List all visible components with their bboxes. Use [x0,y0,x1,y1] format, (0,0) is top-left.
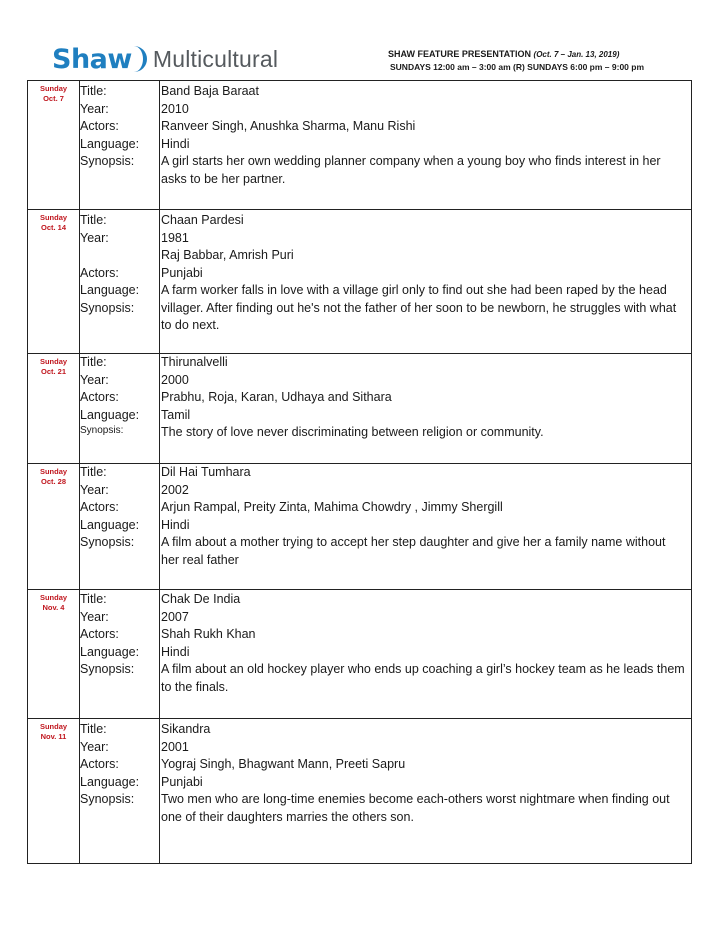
movie-title: Chak De India [161,592,241,606]
year-label: Year: [80,372,109,387]
movie-title: Band Baja Baraat [161,84,259,98]
synopsis-label: Synopsis: [80,535,135,549]
schedule-table [27,80,692,864]
movie-title: Thirunalvelli [161,355,228,369]
schedule-entry [28,210,691,354]
movie-year: 2001 [161,739,189,754]
language-label: Language: [80,644,140,659]
presentation-dates: (Oct. 7 – Jan. 13, 2019) [533,50,620,59]
logo-swoosh-icon [133,46,147,72]
year-label: Year: [80,101,109,116]
entry-date: Sunday Oct. 28 [39,467,68,486]
movie-actors: Prabhu, Roja, Karan, Udhaya and Sithara [161,390,392,404]
broadcast-times: SUNDAYS 12:00 am – 3:00 am (R) SUNDAYS 6:00 pm – 9:00 pm [390,62,645,72]
schedule-entry [28,464,691,590]
movie-title: Sikandra [161,722,211,736]
shaw-multicultural-logo [52,42,278,76]
movie-actors: Shah Rukh Khan [161,627,256,641]
movie-language: Punjabi [161,774,203,789]
synopsis-label: Synopsis: [80,154,135,168]
movie-year: 2000 [161,372,189,387]
movie-actors: Ranveer Singh, Anushka Sharma, Manu Rishi [161,119,416,133]
movie-language: Hindi [161,644,190,659]
movie-synopsis: Two men who are long-time enemies become each-others worst nightmare when finding out one of their daughters marries the others son. [161,792,670,824]
movie-language: Tamil [161,407,191,422]
synopsis-label: Synopsis: [80,300,135,315]
movie-synopsis: A film about an old hockey player who ends up coaching a girl’s hockey team as he leads them to the finals. [161,662,685,694]
year-label: Year: [80,609,109,624]
title-label: Title: [80,722,107,736]
title-label: Title: [80,465,107,479]
language-label: Language: [80,407,140,422]
actors-label: Actors: [80,627,119,641]
movie-synopsis: A farm worker falls in love with a village girl only to find out she had been raped by the head villager. After finding out he's not the father of her soon to be newborn, he struggles with what to do next. [161,283,677,332]
actors-label: Actors: [80,757,119,771]
movie-synopsis: The story of love never discriminating between religion or community. [161,425,544,439]
title-label: Title: [80,84,107,98]
synopsis-label: Synopsis: [80,425,124,436]
movie-actors: Arjun Rampal, Preity Zinta, Mahima Chowdry , Jimmy Shergill [161,500,503,514]
schedule-entry [28,354,691,464]
movie-synopsis: A film about a mother trying to accept her step daughter and give her a family name without her real father [161,535,666,567]
language-label: Language: [80,136,140,151]
entry-date: Sunday Nov. 4 [39,593,68,612]
title-label: Title: [80,213,107,227]
schedule-entry [28,719,691,865]
presentation-name: SHAW FEATURE PRESENTATION [388,49,532,59]
entry-date: Sunday Oct. 7 [39,84,68,103]
movie-synopsis: A girl starts her own wedding planner company when a young boy who finds interest in her asks to be her partner. [161,154,661,186]
movie-title: Dil Hai Tumhara [161,465,251,479]
logo-brand: Shaw [52,43,132,75]
presentation-title [388,49,619,59]
movie-language: Punjabi [161,265,203,280]
synopsis-label: Synopsis: [80,792,135,806]
movie-year: 2010 [161,101,189,116]
actors-label: Actors: [80,265,119,280]
language-label: Language: [80,774,140,789]
entry-date: Sunday Nov. 11 [39,722,68,741]
title-label: Title: [80,355,107,369]
movie-year: 2002 [161,482,189,497]
entry-date: Sunday Oct. 14 [39,213,68,232]
actors-label: Actors: [80,119,119,133]
year-label: Year: [80,230,109,245]
movie-language: Hindi [161,517,190,532]
year-label: Year: [80,739,109,754]
entry-date: Sunday Oct. 21 [39,357,68,376]
actors-label: Actors: [80,500,119,514]
movie-title: Chaan Pardesi [161,213,244,227]
movie-year: 1981 [161,230,189,245]
movie-actors: Yograj Singh, Bhagwant Mann, Preeti Sapru [161,757,406,771]
title-label: Title: [80,592,107,606]
schedule-entry [28,590,691,719]
synopsis-label: Synopsis: [80,662,135,676]
language-label: Language: [80,283,140,297]
movie-year: 2007 [161,609,189,624]
logo-product: Multicultural [152,45,279,72]
movie-actors: Raj Babbar, Amrish Puri [161,248,294,262]
schedule-entry [28,81,691,210]
actors-label: Actors: [80,390,119,404]
movie-language: Hindi [161,136,190,151]
year-label: Year: [80,482,109,497]
language-label: Language: [80,517,140,532]
